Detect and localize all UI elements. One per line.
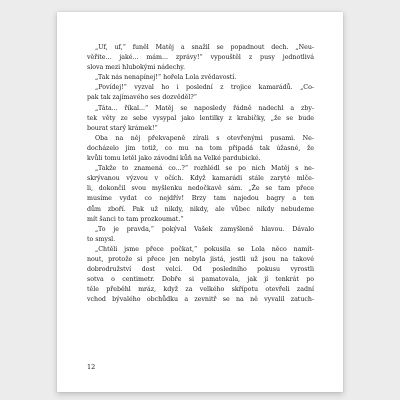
text-line: vchod bývalého obchůdku a zevnitř se na ně vyvalil zatuch- <box>87 296 314 304</box>
text-line: bourat starý krámek!“ <box>87 124 158 132</box>
text-line: li, dokončil svou myšlenku nedočkavě sám. „Že se tam přece <box>87 185 314 193</box>
text-line: „Uf, uf,“ funěl Matěj a snažil se popadnout dech. „Neu- <box>95 44 314 51</box>
text-line: musíme vydat co nejdřív! Brzy tam najedou bagry a ten <box>87 195 314 203</box>
text-line: „Chtěli jsme přece počkat,“ pokusila se Lola něco namít- <box>95 245 314 253</box>
text-line: Oba na něj překvapeně zírali s otevřenými pusami. Ne- <box>95 134 314 142</box>
text-line: mít šanci to tam prozkoumat.“ <box>87 215 184 223</box>
text-line: dobrodružství dost velcí. Od posledního pokusu vyrostli <box>87 266 314 274</box>
text-line: docházelo jim totiž, co mu na tom připadá tak úžasné, že <box>87 144 314 152</box>
book-page <box>57 12 343 392</box>
text-line: „Takže to znamená co...?“ rozhlédl se po nich Matěj s ne- <box>95 165 314 173</box>
text-line: „Táta... říkal...“ Matěj se naposledy řádně nadechl a zby- <box>95 104 314 112</box>
text-line: skrývanou výzvou v očích. Když kamarádi stále zaryté mlče- <box>87 175 314 183</box>
body-text <box>87 43 314 305</box>
text-line: „To je pravda,“ pokýval Vašek zamyšleně hlavou. Dávalo <box>95 225 314 233</box>
text-line: těle přeběhl mráz, když za velkého skřípotu otevřeli zadní <box>87 286 314 294</box>
text-line: věřite... jaké... mám... zprávy!“ vypouštěl z pusy jednotlivá <box>87 54 314 62</box>
text-line: sotva o centimetr. Dobře si pamatovala, jak jí tenkrát po <box>87 276 314 284</box>
text-line: to smysl. <box>87 235 116 243</box>
text-line: kvůli tomu letěl jako závodní kůň na Velké pardubické. <box>87 155 261 163</box>
text-line: slova mezi hlubokými nádechy. <box>87 64 185 72</box>
page-number: 12 <box>87 363 96 371</box>
text-line: dům zboří. Pak už nikdy, nikdy, ale vůbec nikdy nebudeme <box>87 205 314 213</box>
text-line: pak tak zajímavého ses dozvěděl?“ <box>87 94 197 102</box>
text-line: tek věty ze sebe vysypal jako lentilky z krabičky, „že se bude <box>87 114 314 122</box>
text-line: nout, protože si přece jen nebyla jistá, jestli už jsou na takové <box>87 255 314 263</box>
text-line: „Tak nás nenapínej!“ hořela Lola zvědavostí. <box>95 74 237 82</box>
text-line: „Povídej!“ vyzval ho i poslední z trojice kamarádů. „Co- <box>95 84 314 92</box>
